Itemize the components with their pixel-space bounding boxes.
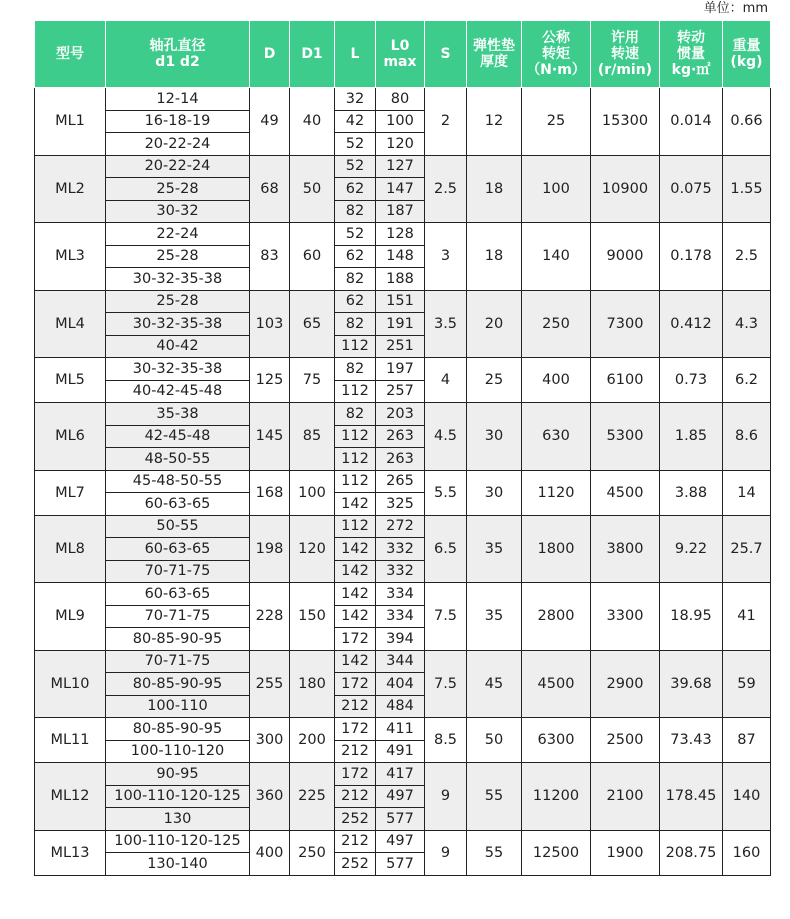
cell-pad-thickness: 50 — [467, 718, 522, 763]
cell-l: 32 — [335, 88, 376, 111]
header-allowed-speed: 许用 转速 (r/min) — [591, 21, 660, 88]
cell-inertia: 39.68 — [660, 650, 723, 718]
cell-l: 82 — [335, 268, 376, 291]
cell-bore: 12-14 — [106, 88, 250, 111]
cell-l0: 120 — [376, 133, 425, 156]
cell-l0: 128 — [376, 223, 425, 246]
header-d1: D1 — [290, 21, 335, 88]
cell-torque: 100 — [522, 155, 591, 223]
cell-l0: 127 — [376, 155, 425, 178]
cell-torque: 400 — [522, 358, 591, 403]
table-row — [35, 223, 771, 246]
cell-bore: 130 — [106, 808, 250, 831]
cell-l0: 100 — [376, 110, 425, 133]
table-body — [35, 88, 771, 876]
cell-s: 6.5 — [425, 515, 467, 583]
cell-inertia: 1.85 — [660, 403, 723, 471]
cell-l0: 188 — [376, 268, 425, 291]
cell-l0: 334 — [376, 583, 425, 606]
cell-l: 112 — [335, 470, 376, 493]
cell-l: 142 — [335, 650, 376, 673]
cell-l: 172 — [335, 673, 376, 696]
cell-l: 82 — [335, 313, 376, 336]
cell-bore: 40-42 — [106, 335, 250, 358]
table-row — [35, 763, 771, 786]
header-d: D — [250, 21, 290, 88]
cell-l: 252 — [335, 808, 376, 831]
cell-s: 2 — [425, 88, 467, 156]
cell-l: 42 — [335, 110, 376, 133]
cell-d: 49 — [250, 88, 290, 156]
cell-l: 142 — [335, 560, 376, 583]
cell-s: 9 — [425, 763, 467, 831]
cell-speed: 9000 — [591, 223, 660, 291]
cell-bore: 60-63-65 — [106, 538, 250, 561]
cell-s: 7.5 — [425, 583, 467, 651]
cell-speed: 2500 — [591, 718, 660, 763]
cell-l0: 491 — [376, 740, 425, 763]
cell-l0: 272 — [376, 515, 425, 538]
cell-l0: 577 — [376, 853, 425, 876]
table-row — [35, 583, 771, 606]
cell-bore: 70-71-75 — [106, 650, 250, 673]
table-row — [35, 290, 771, 313]
cell-l: 172 — [335, 763, 376, 786]
cell-bore: 80-85-90-95 — [106, 628, 250, 651]
cell-inertia: 0.73 — [660, 358, 723, 403]
cell-model: ML13 — [35, 830, 106, 875]
cell-weight: 2.5 — [723, 223, 771, 291]
cell-l0: 325 — [376, 493, 425, 516]
cell-weight: 8.6 — [723, 403, 771, 471]
coupling-spec-table — [34, 20, 771, 876]
cell-inertia: 0.014 — [660, 88, 723, 156]
cell-torque: 12500 — [522, 830, 591, 875]
cell-l: 212 — [335, 785, 376, 808]
cell-weight: 140 — [723, 763, 771, 831]
cell-speed: 3300 — [591, 583, 660, 651]
cell-d1: 250 — [290, 830, 335, 875]
cell-d: 83 — [250, 223, 290, 291]
cell-weight: 1.55 — [723, 155, 771, 223]
table-row — [35, 515, 771, 538]
cell-bore: 48-50-55 — [106, 448, 250, 471]
cell-d: 68 — [250, 155, 290, 223]
cell-l: 252 — [335, 853, 376, 876]
cell-l0: 203 — [376, 403, 425, 426]
cell-weight: 4.3 — [723, 290, 771, 358]
cell-model: ML8 — [35, 515, 106, 583]
table-row — [35, 830, 771, 853]
unit-label: 单位：mm — [703, 1, 768, 16]
cell-bore: 60-63-65 — [106, 493, 250, 516]
cell-l: 112 — [335, 515, 376, 538]
cell-l0: 251 — [376, 335, 425, 358]
cell-pad-thickness: 18 — [467, 223, 522, 291]
cell-bore: 42-45-48 — [106, 425, 250, 448]
cell-bore: 35-38 — [106, 403, 250, 426]
cell-weight: 41 — [723, 583, 771, 651]
cell-inertia: 73.43 — [660, 718, 723, 763]
cell-l: 82 — [335, 358, 376, 381]
cell-bore: 16-18-19 — [106, 110, 250, 133]
cell-s: 9 — [425, 830, 467, 875]
cell-l0: 197 — [376, 358, 425, 381]
cell-d1: 100 — [290, 470, 335, 515]
cell-speed: 2100 — [591, 763, 660, 831]
cell-l: 212 — [335, 830, 376, 853]
cell-l0: 332 — [376, 538, 425, 561]
cell-l: 172 — [335, 628, 376, 651]
header-weight: 重量 (kg) — [723, 21, 771, 88]
cell-pad-thickness: 55 — [467, 830, 522, 875]
cell-l0: 577 — [376, 808, 425, 831]
cell-l: 52 — [335, 133, 376, 156]
cell-l0: 263 — [376, 425, 425, 448]
cell-s: 8.5 — [425, 718, 467, 763]
cell-l0: 263 — [376, 448, 425, 471]
cell-model: ML10 — [35, 650, 106, 718]
cell-s: 3.5 — [425, 290, 467, 358]
cell-bore: 50-55 — [106, 515, 250, 538]
cell-pad-thickness: 12 — [467, 88, 522, 156]
cell-s: 7.5 — [425, 650, 467, 718]
cell-d: 168 — [250, 470, 290, 515]
header-model: 型号 — [35, 21, 106, 88]
cell-model: ML4 — [35, 290, 106, 358]
cell-d1: 60 — [290, 223, 335, 291]
cell-l0: 394 — [376, 628, 425, 651]
cell-bore: 25-28 — [106, 245, 250, 268]
cell-s: 2.5 — [425, 155, 467, 223]
cell-torque: 1800 — [522, 515, 591, 583]
cell-bore: 100-110-120-125 — [106, 830, 250, 853]
cell-d1: 75 — [290, 358, 335, 403]
cell-d: 300 — [250, 718, 290, 763]
cell-l0: 257 — [376, 380, 425, 403]
cell-torque: 1120 — [522, 470, 591, 515]
cell-l0: 151 — [376, 290, 425, 313]
cell-bore: 90-95 — [106, 763, 250, 786]
cell-l0: 265 — [376, 470, 425, 493]
cell-l: 212 — [335, 740, 376, 763]
cell-torque: 11200 — [522, 763, 591, 831]
cell-d1: 40 — [290, 88, 335, 156]
cell-l0: 148 — [376, 245, 425, 268]
cell-speed: 3800 — [591, 515, 660, 583]
cell-l: 82 — [335, 403, 376, 426]
cell-s: 5.5 — [425, 470, 467, 515]
header-s: S — [425, 21, 467, 88]
cell-d: 228 — [250, 583, 290, 651]
cell-speed: 2900 — [591, 650, 660, 718]
cell-weight: 0.66 — [723, 88, 771, 156]
cell-speed: 15300 — [591, 88, 660, 156]
cell-pad-thickness: 25 — [467, 358, 522, 403]
cell-bore: 100-110 — [106, 695, 250, 718]
cell-l: 62 — [335, 245, 376, 268]
cell-model: ML3 — [35, 223, 106, 291]
cell-inertia: 9.22 — [660, 515, 723, 583]
cell-bore: 100-110-120-125 — [106, 785, 250, 808]
cell-bore: 25-28 — [106, 178, 250, 201]
cell-model: ML11 — [35, 718, 106, 763]
cell-pad-thickness: 30 — [467, 470, 522, 515]
cell-bore: 60-63-65 — [106, 583, 250, 606]
cell-d: 360 — [250, 763, 290, 831]
table-row — [35, 155, 771, 178]
cell-bore: 30-32 — [106, 200, 250, 223]
cell-l0: 80 — [376, 88, 425, 111]
cell-model: ML6 — [35, 403, 106, 471]
cell-weight: 14 — [723, 470, 771, 515]
cell-l0: 484 — [376, 695, 425, 718]
cell-torque: 630 — [522, 403, 591, 471]
cell-l: 52 — [335, 155, 376, 178]
cell-l: 142 — [335, 493, 376, 516]
cell-pad-thickness: 35 — [467, 515, 522, 583]
cell-model: ML7 — [35, 470, 106, 515]
cell-s: 4.5 — [425, 403, 467, 471]
cell-l0: 417 — [376, 763, 425, 786]
cell-bore: 20-22-24 — [106, 133, 250, 156]
cell-s: 3 — [425, 223, 467, 291]
cell-torque: 140 — [522, 223, 591, 291]
cell-inertia: 3.88 — [660, 470, 723, 515]
cell-l0: 404 — [376, 673, 425, 696]
cell-pad-thickness: 30 — [467, 403, 522, 471]
cell-l: 62 — [335, 290, 376, 313]
cell-model: ML12 — [35, 763, 106, 831]
cell-d1: 225 — [290, 763, 335, 831]
table-row — [35, 470, 771, 493]
cell-torque: 25 — [522, 88, 591, 156]
cell-weight: 59 — [723, 650, 771, 718]
table-row — [35, 358, 771, 381]
cell-model: ML1 — [35, 88, 106, 156]
cell-bore: 30-32-35-38 — [106, 313, 250, 336]
cell-l0: 344 — [376, 650, 425, 673]
cell-l: 82 — [335, 200, 376, 223]
header-pad-thickness: 弹性垫 厚度 — [467, 21, 522, 88]
cell-speed: 10900 — [591, 155, 660, 223]
cell-l0: 332 — [376, 560, 425, 583]
cell-l0: 334 — [376, 605, 425, 628]
cell-pad-thickness: 55 — [467, 763, 522, 831]
cell-l: 212 — [335, 695, 376, 718]
cell-speed: 7300 — [591, 290, 660, 358]
cell-pad-thickness: 20 — [467, 290, 522, 358]
cell-pad-thickness: 18 — [467, 155, 522, 223]
cell-d1: 65 — [290, 290, 335, 358]
cell-pad-thickness: 35 — [467, 583, 522, 651]
cell-weight: 25.7 — [723, 515, 771, 583]
cell-d: 198 — [250, 515, 290, 583]
cell-inertia: 178.45 — [660, 763, 723, 831]
cell-inertia: 208.75 — [660, 830, 723, 875]
cell-torque: 2800 — [522, 583, 591, 651]
cell-weight: 6.2 — [723, 358, 771, 403]
table-row — [35, 403, 771, 426]
cell-l: 142 — [335, 538, 376, 561]
table-row — [35, 718, 771, 741]
cell-d1: 50 — [290, 155, 335, 223]
cell-inertia: 0.412 — [660, 290, 723, 358]
cell-d1: 200 — [290, 718, 335, 763]
cell-l: 52 — [335, 223, 376, 246]
cell-bore: 40-42-45-48 — [106, 380, 250, 403]
header-l0-max: L0 max — [376, 21, 425, 88]
cell-model: ML5 — [35, 358, 106, 403]
cell-model: ML9 — [35, 583, 106, 651]
cell-inertia: 0.075 — [660, 155, 723, 223]
cell-d: 125 — [250, 358, 290, 403]
cell-bore: 70-71-75 — [106, 560, 250, 583]
cell-l0: 497 — [376, 785, 425, 808]
cell-bore: 70-71-75 — [106, 605, 250, 628]
cell-d: 145 — [250, 403, 290, 471]
cell-bore: 20-22-24 — [106, 155, 250, 178]
cell-d: 255 — [250, 650, 290, 718]
cell-d: 400 — [250, 830, 290, 875]
cell-bore: 80-85-90-95 — [106, 718, 250, 741]
cell-weight: 87 — [723, 718, 771, 763]
cell-d1: 85 — [290, 403, 335, 471]
cell-l: 62 — [335, 178, 376, 201]
table-row — [35, 650, 771, 673]
cell-l: 112 — [335, 425, 376, 448]
cell-d1: 180 — [290, 650, 335, 718]
cell-bore: 45-48-50-55 — [106, 470, 250, 493]
cell-model: ML2 — [35, 155, 106, 223]
header-nominal-torque: 公称 转矩 （N·m） — [522, 21, 591, 88]
cell-speed: 5300 — [591, 403, 660, 471]
cell-inertia: 0.178 — [660, 223, 723, 291]
cell-bore: 80-85-90-95 — [106, 673, 250, 696]
cell-d: 103 — [250, 290, 290, 358]
cell-speed: 6100 — [591, 358, 660, 403]
cell-l0: 147 — [376, 178, 425, 201]
cell-l: 112 — [335, 335, 376, 358]
header-row — [35, 21, 771, 88]
cell-torque: 4500 — [522, 650, 591, 718]
cell-s: 4 — [425, 358, 467, 403]
cell-bore: 25-28 — [106, 290, 250, 313]
cell-l: 142 — [335, 583, 376, 606]
header-moment-of-inertia: 转动 惯量 kg·㎡ — [660, 21, 723, 88]
cell-pad-thickness: 45 — [467, 650, 522, 718]
cell-inertia: 18.95 — [660, 583, 723, 651]
cell-bore: 30-32-35-38 — [106, 268, 250, 291]
table-row — [35, 88, 771, 111]
cell-l0: 187 — [376, 200, 425, 223]
cell-l: 142 — [335, 605, 376, 628]
cell-d1: 150 — [290, 583, 335, 651]
header-bore-diameter: 轴孔直径 d1 d2 — [106, 21, 250, 88]
cell-bore: 22-24 — [106, 223, 250, 246]
cell-l0: 411 — [376, 718, 425, 741]
cell-torque: 250 — [522, 290, 591, 358]
cell-bore: 30-32-35-38 — [106, 358, 250, 381]
header-l: L — [335, 21, 376, 88]
cell-torque: 6300 — [522, 718, 591, 763]
cell-weight: 160 — [723, 830, 771, 875]
cell-l0: 497 — [376, 830, 425, 853]
cell-l: 112 — [335, 448, 376, 471]
cell-speed: 1900 — [591, 830, 660, 875]
cell-l0: 191 — [376, 313, 425, 336]
cell-l: 112 — [335, 380, 376, 403]
cell-bore: 130-140 — [106, 853, 250, 876]
cell-bore: 100-110-120 — [106, 740, 250, 763]
cell-speed: 4500 — [591, 470, 660, 515]
cell-l: 172 — [335, 718, 376, 741]
cell-d1: 120 — [290, 515, 335, 583]
